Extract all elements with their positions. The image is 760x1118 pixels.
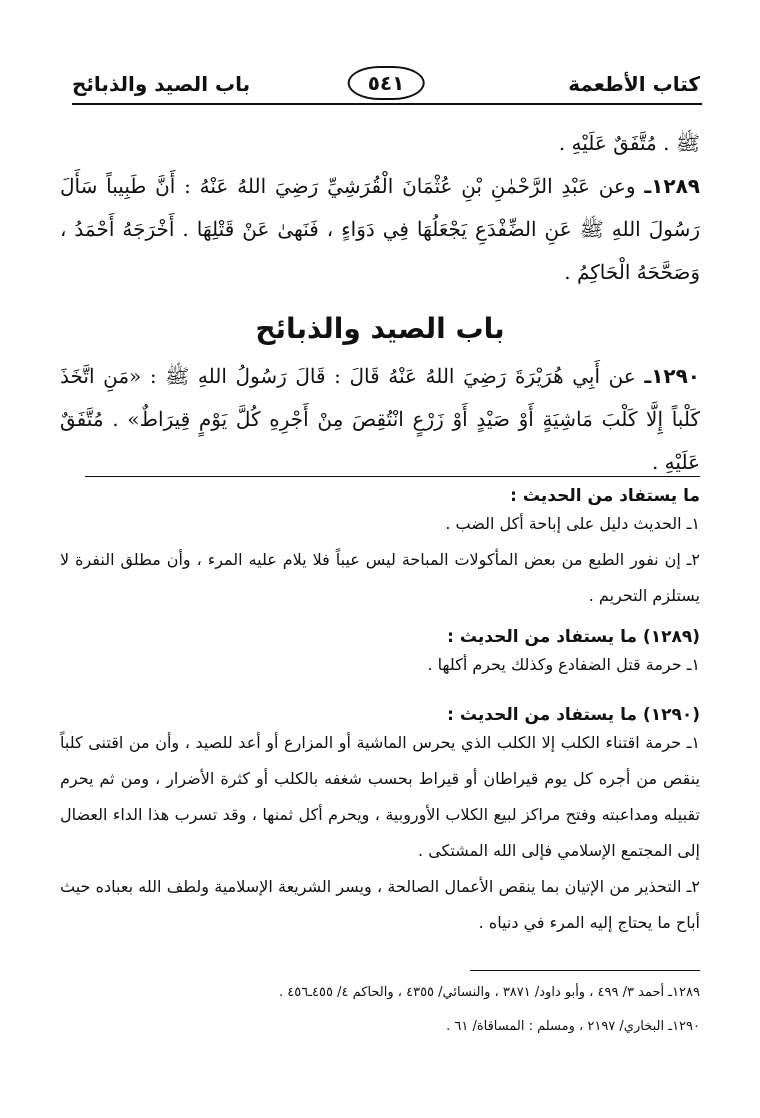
page-number: ٥٤١ [348,66,425,100]
hadith-1290 [60,355,700,484]
chapter-heading: باب الصيد والذبائح [255,312,505,345]
benefits-1289 [60,627,700,683]
hadith-text: عن أَبِي هُرَيْرَةَ رَضِيَ اللهُ عَنْهُ قَالَ : قَالَ رَسُولُ اللهِ ﷺ : «مَنِ اتَّخَذَ كَلْباً إِلَّا كَلْبَ مَاشِيَةٍ أَوْ صَيْدٍ أَوْ زَرْعٍ انْتُقِصَ مِنْ أَجْرِهِ كُلَّ يَوْمٍ قِيرَاطٌ» . مُتَّفَقٌ عَلَيْهِ . [60,364,700,474]
footnotes [60,976,700,1044]
hadith-1289 [60,165,700,294]
page-header [72,70,700,104]
running-chapter-title: باب الصيد والذبائح [72,72,251,96]
benefits-heading: (١٢٩٠) ما يستفاد من الحديث : [447,705,700,725]
commentary-divider [85,476,700,477]
footnote-rule [470,970,700,971]
benefits-heading: ما يستفاد من الحديث : [510,486,700,506]
benefit-item: ٢ـ التحذير من الإتيان بما ينقص الأعمال الصالحة ، ويسر الشريعة الإسلامية ولطف الله بعباده حيث أباح ما يحتاج إليه المرء في دنياه . [60,877,700,932]
hadith-continuation-text: ﷺ . مُتَّفَقٌ عَلَيْهِ . [558,131,700,155]
benefit-item: ١ـ الحديث دليل على إباحة أكل الضب . [445,514,700,533]
book-title: كتاب الأطعمة [568,72,700,96]
hadith-number: ١٢٩٠ـ [644,364,701,388]
benefits-heading: (١٢٨٩) ما يستفاد من الحديث : [447,627,700,647]
header-rule [72,103,702,105]
footnote: ١٢٨٩ـ أحمد ٣/ ٤٩٩ ، وأبو داود/ ٣٨٧١ ، والنسائي/ ٤٣٥٥ ، والحاكم ٤/ ٤٥٥ـ٤٥٦ . [278,985,700,1000]
benefits-previous [60,486,700,614]
benefits-1290 [60,705,700,941]
benefit-item: ١ـ حرمة اقتناء الكلب إلا الكلب الذي يحرس الماشية أو المزارع أو أعد للصيد ، وأن من اقتنى كلباً ينقص من أجره كل يوم قيراطان أو قيراط بحسب شغفه بالكلب أو كثرة الأضرار ، ومن ثم يحرم تقبيله ومداعبته وفتح مراكز لبيع الكلاب الأوروبية ، ويحرم أكل ثمنها ، وقد تسرب هذا الداء العضال إلى المجتمع الإسلامي فإلى الله المشتكى . [60,733,700,860]
hadith-number: ١٢٨٩ـ [644,174,700,198]
benefit-item: ١ـ حرمة قتل الضفادع وكذلك يحرم أكلها . [427,655,700,674]
hadith-continuation [60,122,700,165]
footnote: ١٢٩٠ـ البخاري/ ٢١٩٧ ، ومسلم : المساقاة/ ٦١ . [446,1019,700,1034]
benefit-item: ٢ـ إن نفور الطبع من بعض المأكولات المباحة ليس عيباً فلا يلام عليه المرء ، وأن مطلق النفرة لا يستلزم التحريم . [60,550,700,605]
hadith-text: وعن عَبْدِ الرَّحْمٰنِ بْنِ عُثْمَانَ الْقُرَشِيِّ رَضِيَ اللهُ عَنْهُ : أَنَّ طَبِيباً سَأَلَ رَسُولَ اللهِ ﷺ عَنِ الضِّفْدَعِ يَجْعَلُهَا فِي دَوَاءٍ ، فَنَهىٰ عَنْ قَتْلِهَا . أَخْرَجَهُ أَحْمَدُ ، وَصَحَّحَهُ الْحَاكِمُ . [60,174,700,284]
